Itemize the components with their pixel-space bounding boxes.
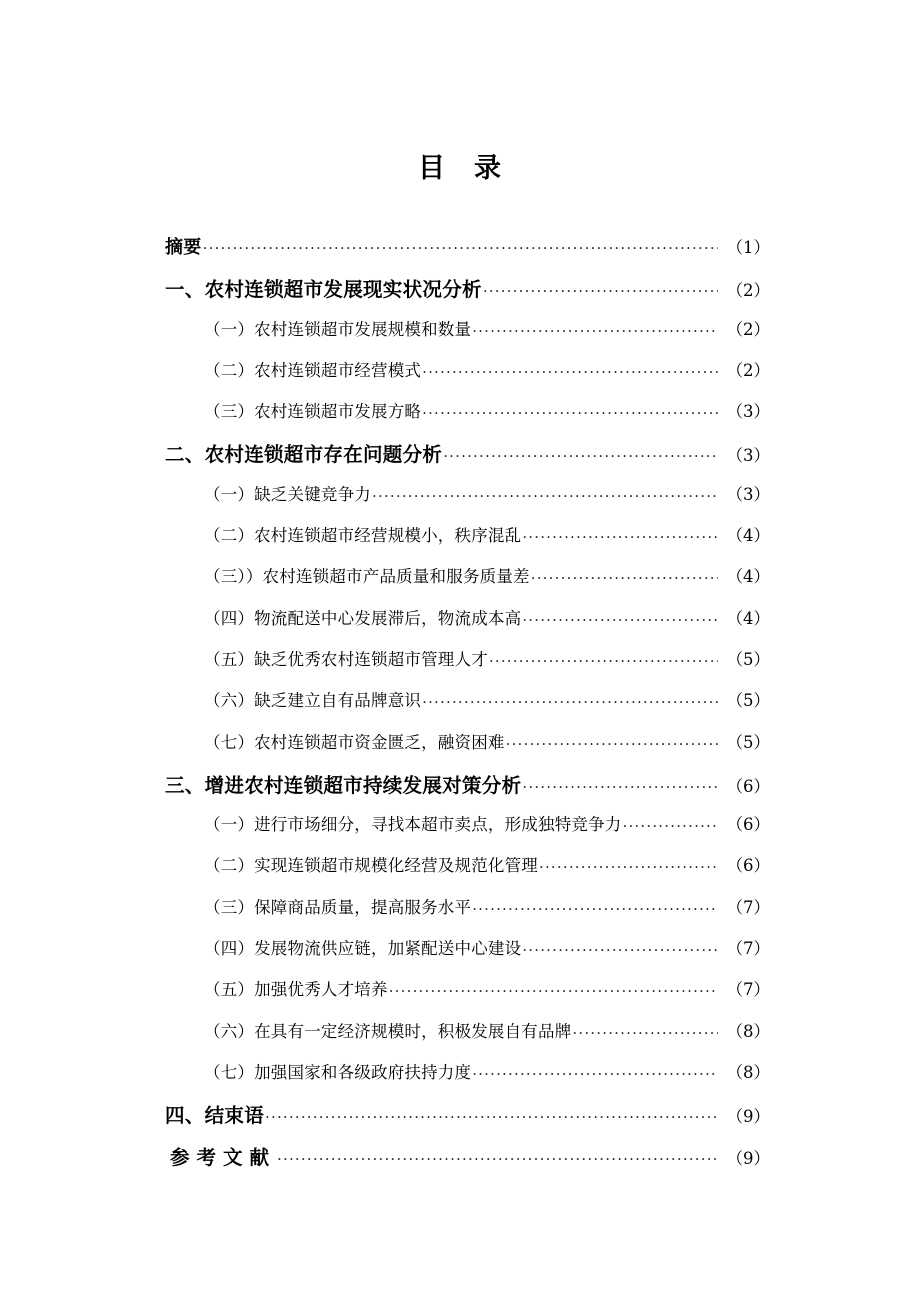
toc-entry-label: 摘要 bbox=[165, 237, 202, 258]
toc-dot-leader bbox=[531, 566, 718, 582]
toc-dot-leader bbox=[443, 445, 718, 461]
toc-dot-leader bbox=[623, 814, 719, 830]
toc-dot-leader bbox=[522, 938, 718, 954]
toc-entry-label: （五）加强优秀人才培养 bbox=[204, 980, 388, 1000]
toc-entry-label: （七）农村连锁超市资金匮乏，融资困难 bbox=[204, 732, 505, 752]
toc-dot-leader bbox=[522, 525, 718, 541]
toc-entry[interactable] bbox=[204, 481, 770, 522]
toc-entry-label: 参考文献 bbox=[170, 1145, 277, 1169]
toc-entry-label: （六）在具有一定经济规模时，积极发展自有品牌 bbox=[204, 1021, 572, 1041]
toc-entry[interactable] bbox=[204, 1059, 770, 1100]
toc-entry-label: （四）发展物流供应链，加紧配送中心建设 bbox=[204, 939, 522, 959]
toc-entry-page-number: （8） bbox=[726, 1021, 770, 1041]
toc-entry-page-number: （7） bbox=[726, 939, 770, 959]
toc-entry[interactable] bbox=[165, 233, 770, 274]
toc-entry-page-number: （6） bbox=[726, 815, 770, 835]
toc-entry[interactable] bbox=[204, 687, 770, 728]
toc-entry[interactable] bbox=[204, 976, 770, 1017]
page-title: 目 录 bbox=[418, 153, 502, 184]
toc-entry-page-number: （3） bbox=[726, 446, 770, 466]
toc-dot-leader bbox=[389, 979, 718, 995]
toc-entry-page-number: （5） bbox=[726, 732, 770, 752]
toc-entry-page-number: （1） bbox=[726, 238, 770, 257]
toc-entry[interactable] bbox=[204, 357, 770, 398]
toc-entry-label: （三））农村连锁超市产品质量和服务质量差 bbox=[204, 567, 530, 587]
toc-entry[interactable] bbox=[204, 398, 770, 439]
toc-entry-page-number: （7） bbox=[726, 897, 770, 917]
toc-entry-page-number: （2） bbox=[726, 360, 770, 380]
toc-entry[interactable] bbox=[165, 274, 770, 315]
toc-dot-leader bbox=[277, 1148, 718, 1164]
toc-dot-leader bbox=[506, 732, 718, 748]
toc-dot-leader bbox=[522, 776, 718, 792]
toc-entry-label: （二）农村连锁超市经营规模小，秩序混乱 bbox=[204, 526, 522, 546]
toc-entry-label: （一）农村连锁超市发展规模和数量 bbox=[204, 319, 472, 339]
toc-entry[interactable] bbox=[165, 1100, 770, 1141]
toc-entry[interactable] bbox=[170, 1142, 770, 1183]
toc-entry[interactable] bbox=[204, 646, 770, 687]
toc-dot-leader bbox=[265, 1106, 718, 1122]
toc-entry-page-number: （2） bbox=[726, 319, 770, 339]
toc-dot-leader bbox=[472, 897, 718, 913]
toc-entry[interactable] bbox=[165, 439, 770, 480]
toc-entry-label: （一）缺乏关键竞争力 bbox=[204, 484, 371, 504]
toc-entry[interactable] bbox=[204, 729, 770, 770]
toc-entry-label: （三）农村连锁超市发展方略 bbox=[204, 402, 422, 422]
toc-entry-label: （五）缺乏优秀农村连锁超市管理人才 bbox=[204, 649, 488, 669]
toc-entry-label: （六）缺乏建立自有品牌意识 bbox=[204, 691, 422, 711]
toc-dot-leader bbox=[422, 401, 718, 417]
toc-entry-label: （七）加强国家和各级政府扶持力度 bbox=[204, 1062, 472, 1082]
toc-entry-page-number: （6） bbox=[726, 776, 770, 796]
toc-dot-leader bbox=[489, 649, 718, 665]
toc-dot-leader bbox=[372, 484, 718, 500]
toc-entry-page-number: （4） bbox=[726, 567, 770, 587]
toc-entry[interactable] bbox=[204, 316, 770, 357]
toc-entry-page-number: （6） bbox=[726, 856, 770, 876]
toc-dot-leader bbox=[522, 608, 718, 624]
toc-entry-label: （二）实现连锁超市规模化经营及规范化管理 bbox=[204, 856, 538, 876]
toc-entry-page-number: （4） bbox=[726, 608, 770, 628]
toc-entry-label: 三、增进农村连锁超市持续发展对策分析 bbox=[165, 773, 522, 797]
toc-entry-label: 二、农村连锁超市存在问题分析 bbox=[165, 443, 443, 467]
table-of-contents bbox=[165, 233, 770, 1183]
toc-entry[interactable] bbox=[204, 1018, 770, 1059]
toc-entry-page-number: （9） bbox=[726, 1148, 770, 1168]
toc-dot-leader bbox=[422, 690, 718, 706]
toc-entry-page-number: （4） bbox=[726, 526, 770, 546]
toc-entry-page-number: （2） bbox=[726, 281, 770, 301]
toc-entry[interactable] bbox=[204, 852, 770, 893]
toc-entry-label: （二）农村连锁超市经营模式 bbox=[204, 360, 422, 380]
toc-dot-leader bbox=[203, 237, 718, 253]
toc-entry-page-number: （3） bbox=[726, 484, 770, 504]
toc-entry[interactable] bbox=[204, 935, 770, 976]
toc-entry[interactable] bbox=[204, 563, 770, 604]
toc-dot-leader bbox=[472, 1062, 718, 1078]
toc-entry-label: （四）物流配送中心发展滞后，物流成本高 bbox=[204, 608, 522, 628]
toc-entry[interactable] bbox=[204, 522, 770, 563]
toc-entry[interactable] bbox=[204, 811, 770, 852]
toc-dot-leader bbox=[539, 855, 718, 871]
toc-entry-page-number: （7） bbox=[726, 980, 770, 1000]
toc-entry-label: 一、农村连锁超市发展现实状况分析 bbox=[165, 278, 482, 302]
toc-entry-page-number: （9） bbox=[726, 1107, 770, 1127]
toc-entry-page-number: （5） bbox=[726, 649, 770, 669]
toc-dot-leader bbox=[422, 360, 718, 376]
toc-entry[interactable] bbox=[204, 894, 770, 935]
toc-entry-label: （三）保障商品质量，提高服务水平 bbox=[204, 897, 472, 917]
toc-entry-page-number: （5） bbox=[726, 691, 770, 711]
toc-entry[interactable] bbox=[204, 605, 770, 646]
toc-dot-leader bbox=[483, 280, 718, 296]
toc-entry-page-number: （3） bbox=[726, 402, 770, 422]
toc-entry-page-number: （8） bbox=[726, 1062, 770, 1082]
toc-dot-leader bbox=[472, 319, 718, 335]
toc-entry[interactable] bbox=[165, 770, 770, 811]
toc-entry-label: （一）进行市场细分，寻找本超市卖点，形成独特竞争力 bbox=[204, 815, 622, 835]
toc-dot-leader bbox=[572, 1021, 718, 1037]
toc-entry-label: 四、结束语 bbox=[165, 1104, 265, 1128]
